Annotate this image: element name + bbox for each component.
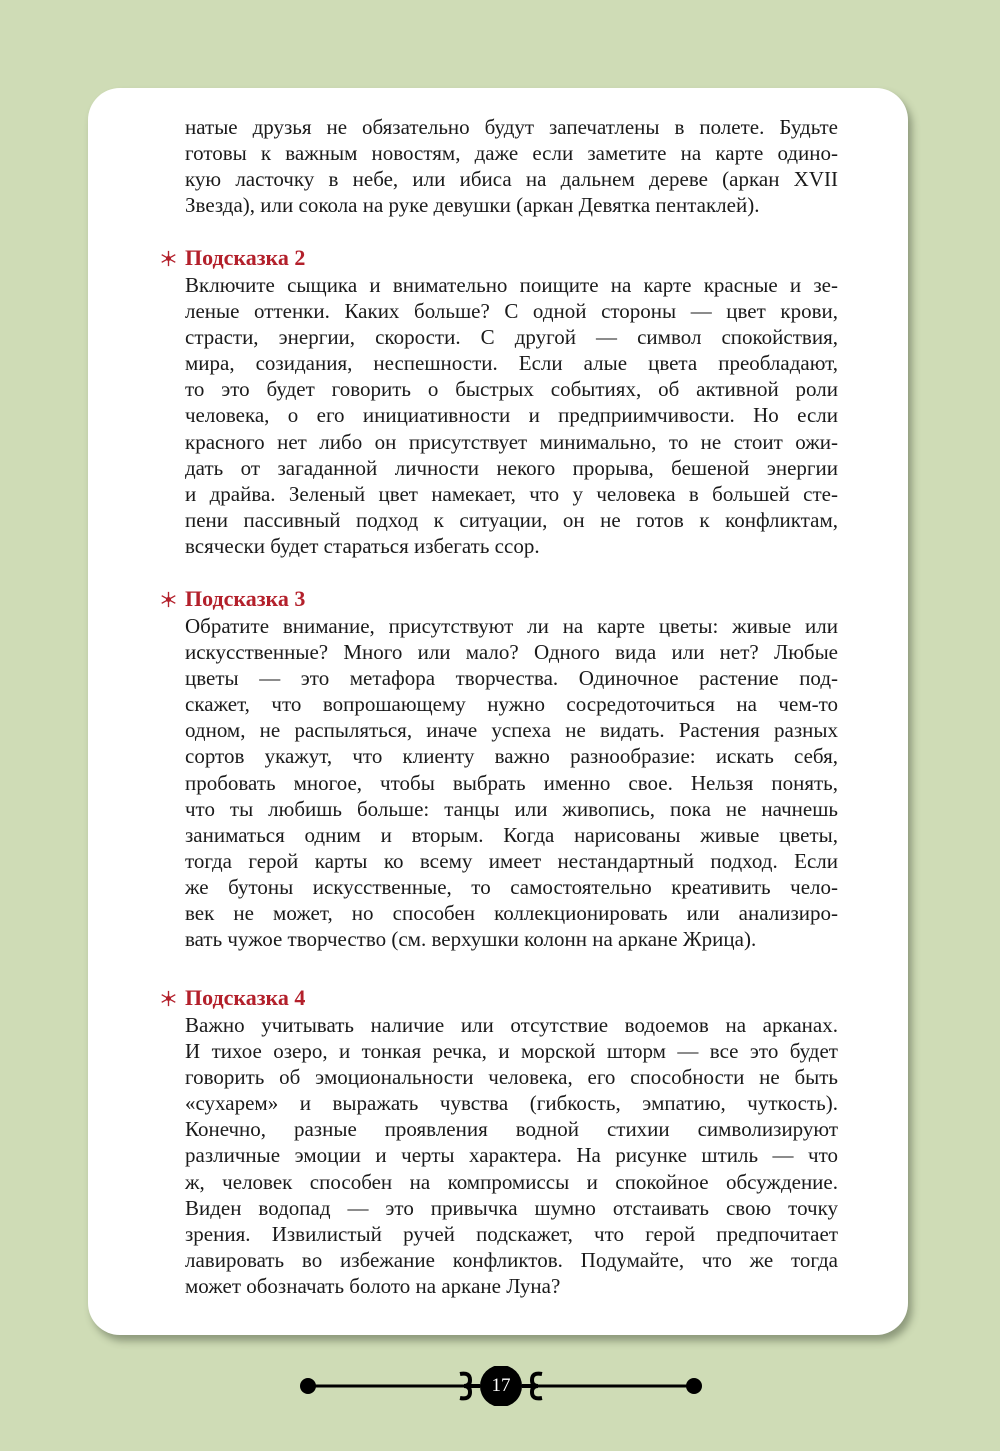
star-bullet-icon	[160, 591, 177, 608]
text-line: Виден водопад — это привычка шумно отстаивать свою точку	[185, 1195, 838, 1220]
text-line: искусственные? Много или мало? Одного вида или нет? Любые	[185, 640, 838, 665]
text-line: может обозначать болото на аркане Луна?	[185, 1273, 561, 1298]
text-line: натые друзья не обязательно будут запечатлены в полете. Будьте	[185, 115, 838, 139]
text-line: красного нет либо он присутствует минимально, то не стоит ожи-	[185, 429, 838, 454]
text-line: Конечно, разные проявления водной стихии символизируют	[185, 1117, 838, 1142]
text-line: леные оттенки. Каких больше? С одной стороны — цвет крови,	[185, 299, 838, 324]
text-line: И тихое озеро, и тонкая речка, и морской шторм — все это будет	[185, 1039, 838, 1064]
text-line: пени пассивный подход к ситуации, он не готов к конфликтам,	[185, 507, 838, 532]
text-line: Включите сыщика и внимательно поищите на карте красные и зе-	[185, 273, 838, 297]
section-heading	[160, 586, 305, 612]
text-line: сортов укажут, что клиенту важно разнообразие: искать себя,	[185, 744, 838, 769]
text-line: скажет, что вопрошающему нужно сосредоточиться на чем-то	[185, 692, 838, 717]
text-line: кую ласточку в небе, или ибиса на дальнем дереве (аркан XVII	[185, 167, 838, 192]
text-line: готовы к важным новостям, даже если заметите на карте одино-	[185, 141, 838, 166]
text-line: век не может, но способен коллекционировать или анализиро-	[185, 901, 838, 926]
text-line: то это будет говорить о быстрых событиях, об активной роли	[185, 377, 838, 402]
section-title: Подсказка 2	[185, 245, 306, 270]
text-line: что ты любишь больше: танцы или живопись, пока не начнешь	[185, 796, 838, 821]
text-line: лавировать во избежание конфликтов. Подумайте, что же тогда	[185, 1247, 838, 1272]
text-line: пробовать многое, чтобы выбрать именно свое. Нельзя понять,	[185, 770, 838, 795]
text-line: тогда герой карты ко всему имеет нестандартный подход. Если	[185, 848, 838, 873]
text-line: дать от загаданной личности некого прорыва, бешеной энергии	[185, 455, 838, 480]
section-title: Подсказка 3	[185, 586, 306, 611]
intro-paragraph	[185, 114, 838, 218]
text-line: Важно учитывать наличие или отсутствие водоемов на арканах.	[185, 1013, 838, 1037]
text-line: одном, не распыляться, иначе успеха не видать. Растения разных	[185, 718, 838, 743]
text-line: всячески будет стараться избегать ссор.	[185, 533, 540, 558]
text-line: ж, человек способен на компромиссы и спокойное обсуждение.	[185, 1169, 838, 1194]
section-title: Подсказка 4	[185, 985, 306, 1010]
text-line: Звезда), или сокола на руке девушки (аркан Девятка пентаклей).	[185, 193, 760, 218]
text-line: заниматься одним и вторым. Когда нарисованы живые цветы,	[185, 822, 838, 847]
section-heading	[160, 985, 305, 1011]
text-line: вать чужое творчество (см. верхушки колонн на аркане Жрица).	[185, 927, 757, 952]
text-line: цветы — это метафора творчества. Одиночное растение под-	[185, 666, 838, 691]
text-line: мира, созидания, неспешности. Если алые цвета преобладают,	[185, 351, 838, 376]
text-line: «сухарем» и выражать чувства (гибкость, эмпатию, чуткость).	[185, 1091, 838, 1116]
star-bullet-icon	[160, 990, 177, 1007]
text-line: говорить об эмоциональности человека, его способности не быть	[185, 1065, 838, 1090]
section-paragraph	[185, 1012, 838, 1299]
page-number: 17	[491, 1375, 511, 1396]
text-line: различные эмоции и черты характера. На рисунке штиль — что	[185, 1143, 838, 1168]
star-bullet-icon	[160, 250, 177, 267]
section-paragraph	[185, 272, 838, 559]
text-line: зрения. Извилистый ручей подскажет, что герой предпочитает	[185, 1221, 838, 1246]
text-line: и драйва. Зеленый цвет намекает, что у человека в большей сте-	[185, 481, 838, 506]
text-line: человека, о его инициативности и предприимчивости. Но если	[185, 403, 838, 428]
text-line: страсти, энергии, скорости. С другой — символ спокойствия,	[185, 325, 838, 350]
text-line: Обратите внимание, присутствуют ли на карте цветы: живые или	[185, 614, 838, 638]
page-number-ornament	[298, 1366, 704, 1406]
text-line: же бутоны искусственные, то самостоятельно креативить чело-	[185, 874, 838, 899]
section-paragraph	[185, 613, 838, 952]
section-heading	[160, 245, 305, 271]
